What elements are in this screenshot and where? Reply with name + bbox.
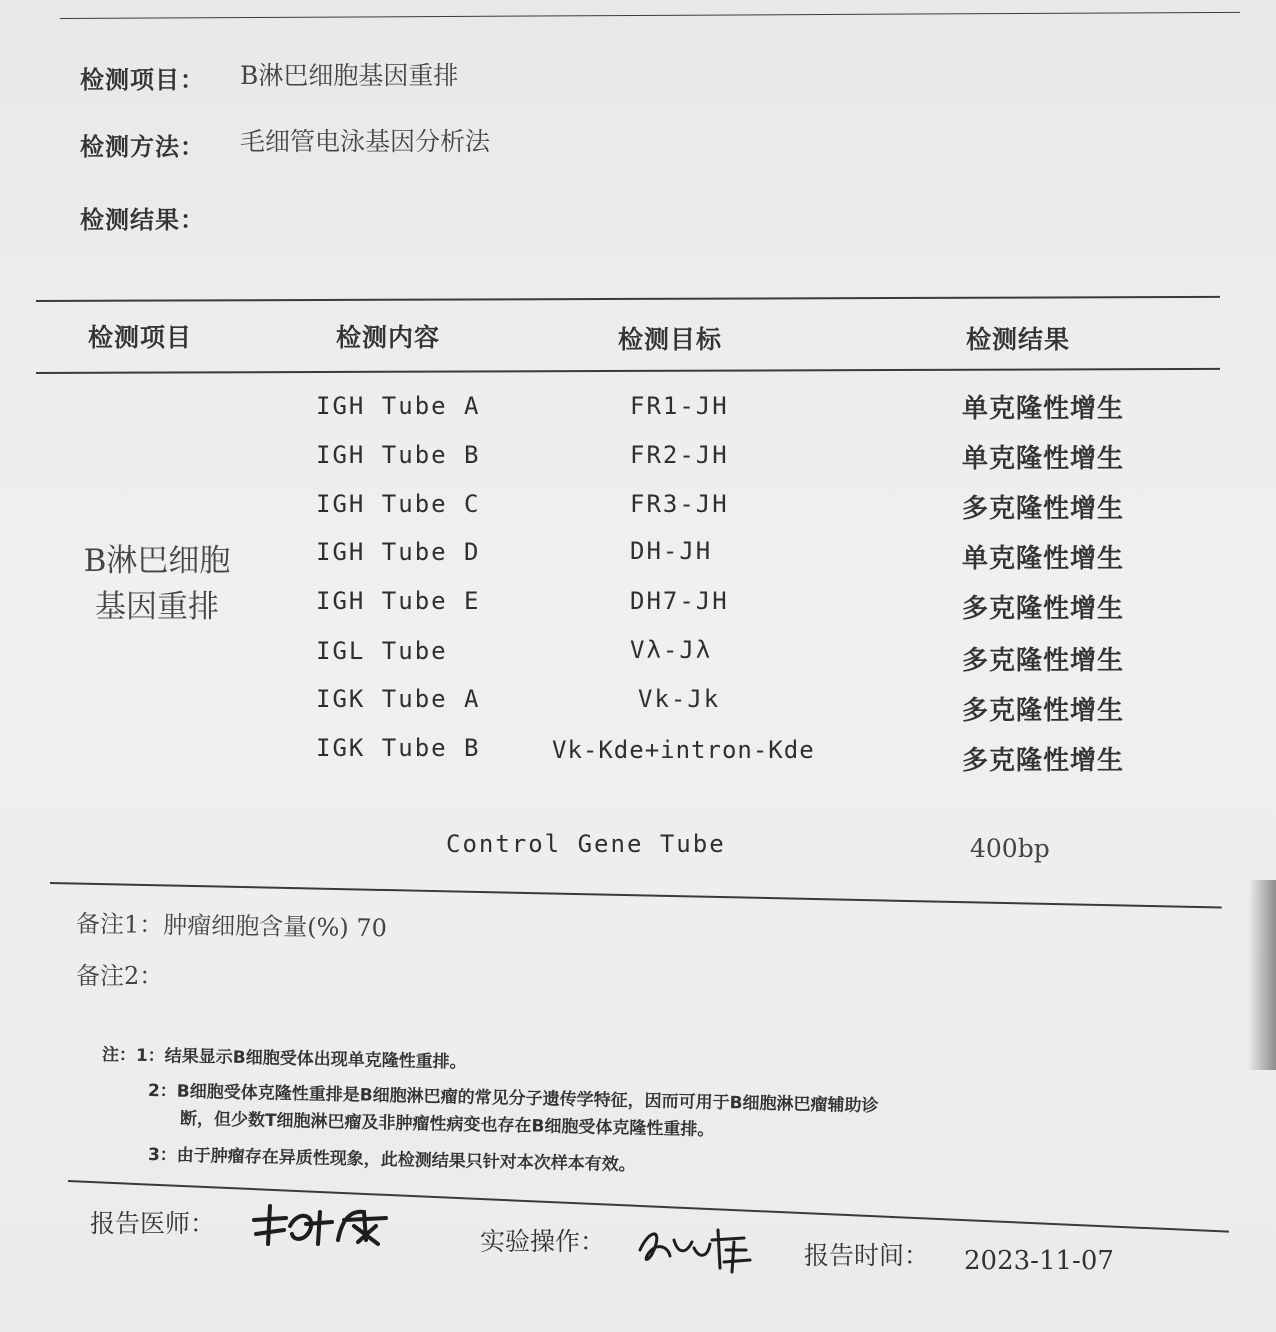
page-edge-shadow (1248, 880, 1276, 1070)
report-date: 2023-11-07 (964, 1246, 1114, 1276)
table-top-rule (36, 296, 1220, 302)
item-label: 检测项目： (80, 66, 205, 94)
row-content: IGH Tube E (316, 587, 481, 615)
row-target: DH7-JH (630, 587, 729, 615)
note-2b: 断，但少数T细胞淋巴瘤及非肿瘤性病变也存在B细胞受体克隆性重排。 (179, 1109, 715, 1141)
row-result: 多克隆性增生 (962, 696, 1125, 726)
row-result: 多克隆性增生 (962, 594, 1125, 624)
row-target: Vλ-Jλ (630, 636, 713, 664)
method-value: 毛细管电泳基因分析法 (240, 127, 491, 156)
remark-2: 备注2： (76, 962, 164, 990)
operator-signature (634, 1220, 754, 1276)
remark-1: 备注1：肿瘤细胞含量(%) 70 (75, 909, 388, 943)
row-target: Vk-Kde+intron-Kde (552, 736, 815, 764)
group-line-2: 基因重排 (95, 589, 219, 625)
operator-label: 实验操作： (480, 1227, 606, 1256)
row-result: 多克隆性增生 (962, 746, 1125, 776)
time-label: 报告时间： (804, 1241, 930, 1270)
row-content: IGH Tube C (316, 490, 481, 518)
row-content: IGK Tube B (316, 734, 481, 762)
row-target: DH-JH (630, 537, 713, 565)
table-bottom-rule (50, 882, 1222, 909)
header-result: 检测结果 (966, 325, 1071, 354)
control-value: 400bp (970, 834, 1050, 863)
note-2a: 2：B细胞受体克隆性重排是B细胞淋巴瘤的常见分子遗传学特征，因而可用于B细胞淋巴瘤辅助诊 (147, 1081, 879, 1117)
row-content: IGL Tube (316, 637, 448, 665)
note-3: 3：由于肿瘤存在异质性现象，此检测结果只针对本次样本有效。 (147, 1145, 636, 1176)
header-target: 检测目标 (618, 325, 723, 354)
row-target: FR3-JH (630, 490, 729, 518)
row-content: IGH Tube B (316, 441, 481, 469)
row-target: Vk-Jk (638, 685, 721, 713)
group-line-1: B淋巴细胞 (83, 543, 231, 579)
doctor-signature (246, 1200, 398, 1250)
group-label (72, 538, 242, 630)
method-label: 检测方法： (80, 133, 205, 161)
row-result: 单克隆性增生 (962, 444, 1125, 474)
row-content: IGK Tube A (316, 685, 481, 713)
note-1: 注：1：结果显示B细胞受体出现单克隆性重排。 (101, 1045, 467, 1073)
doctor-label: 报告医师： (90, 1209, 216, 1238)
row-result: 单克隆性增生 (962, 394, 1125, 424)
header-item: 检测项目 (88, 323, 193, 352)
item-value: B淋巴细胞基因重排 (240, 61, 459, 90)
row-target: FR2-JH (630, 441, 729, 469)
result-label: 检测结果： (80, 206, 205, 234)
row-result: 单克隆性增生 (962, 544, 1125, 574)
row-target: FR1-JH (630, 392, 729, 420)
row-content: IGH Tube A (316, 392, 481, 420)
row-result: 多克隆性增生 (962, 494, 1125, 524)
table-header-rule (36, 368, 1220, 374)
row-result: 多克隆性增生 (962, 646, 1125, 676)
header-content: 检测内容 (336, 323, 441, 352)
row-content: IGH Tube D (316, 538, 481, 566)
top-rule (60, 12, 1240, 19)
control-label: Control Gene Tube (446, 830, 726, 858)
